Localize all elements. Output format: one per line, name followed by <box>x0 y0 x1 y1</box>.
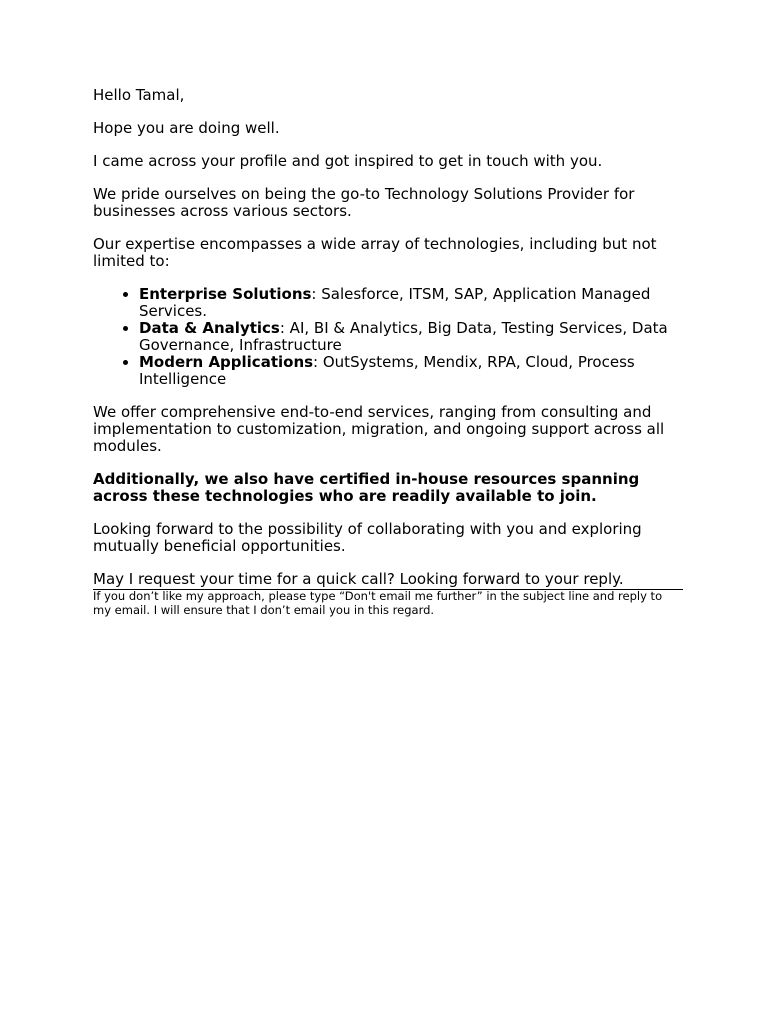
paragraph-certified-resources: Additionally, we also have certified in-house resources spanning across these technologies who are readily available to join. <box>93 470 640 505</box>
paragraph-company-pitch: We pride ourselves on being the go-to Technology Solutions Provider for businesses across various sectors. <box>93 185 635 220</box>
paragraph-call-request: May I request your time for a quick call? Looking forward to your reply. <box>93 571 683 590</box>
service-title: Enterprise Solutions <box>139 285 312 303</box>
services-list <box>93 286 683 388</box>
service-detail: : AI, BI & Analytics, Big Data, Testing Services, Data Governance, Infrastructure <box>139 319 668 354</box>
email-body <box>93 87 683 617</box>
list-item <box>139 286 683 320</box>
list-item <box>139 354 683 388</box>
service-detail: : OutSystems, Mendix, RPA, Cloud, Process Intelligence <box>139 353 635 388</box>
list-item <box>139 320 683 354</box>
paragraph-wellbeing: Hope you are doing well. <box>93 119 280 137</box>
service-detail: : Salesforce, ITSM, SAP, Application Managed Services. <box>139 285 651 320</box>
paragraph-closing: Looking forward to the possibility of collaborating with you and exploring mutually beneficial opportunities. <box>93 520 642 555</box>
paragraph-introduction: I came across your profile and got inspired to get in touch with you. <box>93 152 603 170</box>
unsubscribe-note: If you don’t like my approach, please type “Don't email me further” in the subject line and reply to my email. I will ensure that I don’t email you in this regard. <box>93 589 663 617</box>
service-title: Data & Analytics <box>139 319 280 337</box>
service-title: Modern Applications <box>139 353 314 371</box>
paragraph-expertise: Our expertise encompasses a wide array of technologies, including but not limited to: <box>93 235 657 270</box>
greeting: Hello Tamal, <box>93 86 185 104</box>
paragraph-offer: We offer comprehensive end-to-end services, ranging from consulting and implementation to customization, migration, and ongoing support across all modules. <box>93 403 665 455</box>
